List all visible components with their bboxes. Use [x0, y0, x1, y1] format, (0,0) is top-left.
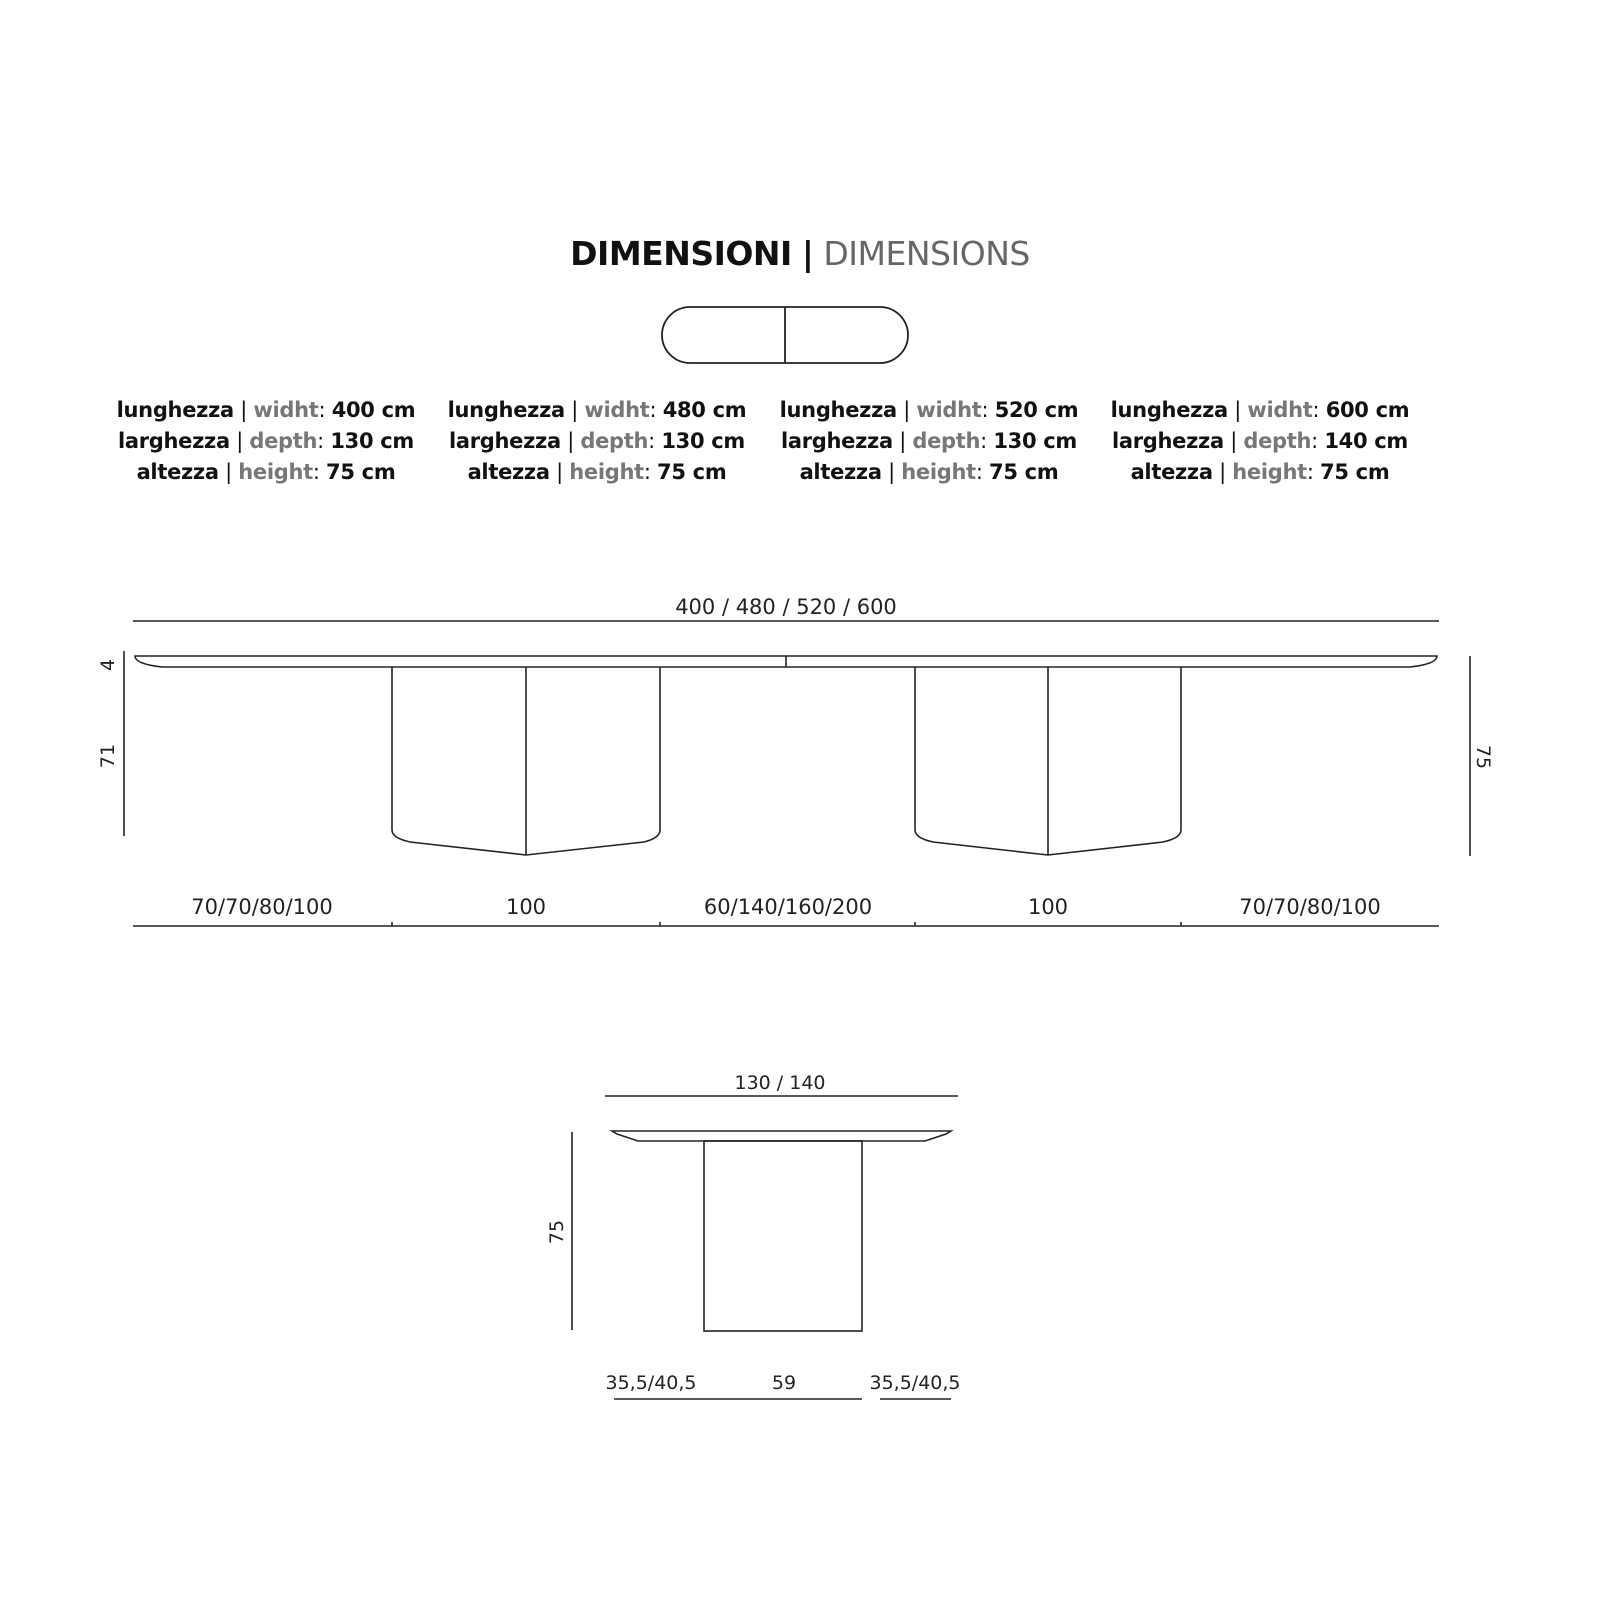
side-height-label: 75	[546, 1219, 568, 1245]
spec-depth-label-it: larghezza	[448, 429, 561, 453]
spec-depth-label-en: depth	[580, 429, 649, 453]
spec-depth-line: larghezza | depth: 130 cm	[448, 429, 746, 453]
side-segment-label: 59	[771, 1372, 797, 1394]
spec-depth-label-it: larghezza	[780, 429, 893, 453]
total-height-label: 75	[1472, 744, 1494, 770]
spec-depth-line: larghezza | depth: 130 cm	[780, 429, 1078, 453]
spec-width-line: lunghezza | widht: 600 cm	[1110, 398, 1410, 422]
spec-width-line: lunghezza | widht: 480 cm	[447, 398, 747, 422]
title-english: DIMENSIONS	[823, 234, 1030, 273]
spec-depth-label-en: depth	[912, 429, 981, 453]
spec-height-label-en: height	[569, 460, 644, 484]
spec-width-value: 520 cm	[994, 398, 1079, 422]
side-segment-label: 35,5/40,5	[605, 1372, 697, 1394]
spec-height-line: altezza | height: 75 cm	[136, 460, 396, 484]
side-base	[704, 1141, 862, 1331]
overall-length-label: 400 / 480 / 520 / 600	[675, 595, 897, 619]
spec-width-label-it: lunghezza	[779, 398, 897, 422]
spec-depth-line: larghezza | depth: 140 cm	[1111, 429, 1409, 453]
spec-height-line: altezza | height: 75 cm	[1130, 460, 1390, 484]
spec-depth-label-en: depth	[1243, 429, 1312, 453]
spec-height-value: 75 cm	[1320, 460, 1390, 484]
spec-height-label-en: height	[238, 460, 313, 484]
side-tabletop	[612, 1131, 951, 1141]
spec-width-line: lunghezza | widht: 400 cm	[116, 398, 416, 422]
spec-width-value: 600 cm	[1325, 398, 1410, 422]
spec-width-label-en: widht	[584, 398, 650, 422]
spec-height-line: altezza | height: 75 cm	[799, 460, 1059, 484]
top-thickness-label: 4	[97, 658, 119, 672]
segment-label: 70/70/80/100	[191, 895, 333, 919]
segment-label: 100	[505, 895, 547, 919]
spec-height-line: altezza | height: 75 cm	[467, 460, 727, 484]
spec-depth-value: 140 cm	[1324, 429, 1409, 453]
spec-width-label-it: lunghezza	[447, 398, 565, 422]
title-separator: |	[801, 234, 814, 273]
title-italian: DIMENSIONI	[570, 234, 792, 273]
spec-width-label-it: lunghezza	[116, 398, 234, 422]
spec-height-value: 75 cm	[657, 460, 727, 484]
spec-width-label-en: widht	[253, 398, 319, 422]
segment-label: 70/70/80/100	[1239, 895, 1381, 919]
spec-depth-label-it: larghezza	[117, 429, 230, 453]
spec-height-label-it: altezza	[799, 460, 882, 484]
spec-depth-label-it: larghezza	[1111, 429, 1224, 453]
spec-depth-label-en: depth	[249, 429, 318, 453]
spec-width-value: 400 cm	[331, 398, 416, 422]
spec-width-label-it: lunghezza	[1110, 398, 1228, 422]
spec-width-label-en: widht	[916, 398, 982, 422]
spec-height-value: 75 cm	[989, 460, 1059, 484]
spec-width-label-en: widht	[1247, 398, 1313, 422]
spec-height-value: 75 cm	[326, 460, 396, 484]
spec-width-value: 480 cm	[662, 398, 747, 422]
segment-label: 100	[1027, 895, 1069, 919]
spec-depth-value: 130 cm	[993, 429, 1078, 453]
segment-label: 60/140/160/200	[703, 895, 873, 919]
spec-height-label-en: height	[1232, 460, 1307, 484]
spec-height-label-en: height	[901, 460, 976, 484]
spec-depth-value: 130 cm	[330, 429, 415, 453]
spec-height-label-it: altezza	[136, 460, 219, 484]
leg-height-label: 71	[97, 743, 119, 769]
spec-depth-line: larghezza | depth: 130 cm	[117, 429, 415, 453]
side-segment-label: 35,5/40,5	[869, 1372, 961, 1394]
spec-height-label-it: altezza	[467, 460, 550, 484]
spec-depth-value: 130 cm	[661, 429, 746, 453]
side-depth-label: 130 / 140	[734, 1072, 826, 1094]
spec-width-line: lunghezza | widht: 520 cm	[779, 398, 1079, 422]
spec-height-label-it: altezza	[1130, 460, 1213, 484]
